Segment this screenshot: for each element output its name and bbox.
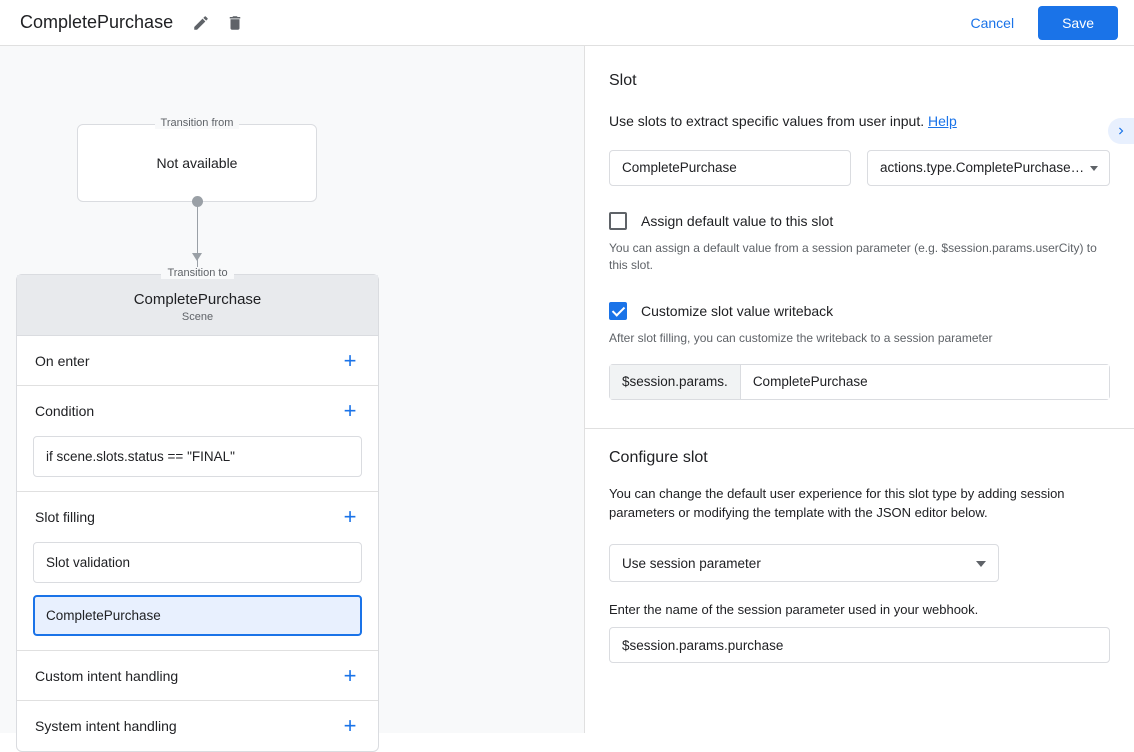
slot-name-input[interactable]: CompletePurchase (609, 150, 851, 186)
transition-from-node[interactable] (77, 117, 317, 202)
session-parameter-hint: Enter the name of the session parameter used in your webhook. (609, 602, 979, 618)
expand-panel-chevron-right-icon[interactable] (1108, 118, 1134, 144)
cancel-button[interactable]: Cancel (956, 7, 1028, 39)
writeback-row (609, 302, 1110, 320)
slot-section-title: Slot (609, 72, 637, 89)
section-custom-intent-label: Custom intent handling (35, 667, 179, 684)
add-system-intent-icon[interactable]: + (343, 713, 357, 738)
slot-description-text: Use slots to extract specific values from user input. (609, 113, 925, 129)
section-system-intent-handling[interactable] (17, 701, 378, 751)
slot-name-wrapper (609, 150, 851, 186)
add-custom-intent-icon[interactable]: + (343, 662, 357, 688)
connector-line (197, 202, 198, 274)
scene-graph-pane (0, 46, 585, 738)
section-slot-filling[interactable] (17, 492, 378, 542)
condition-list (17, 436, 378, 492)
scene-name: CompletePurchase (133, 291, 262, 308)
add-condition-icon[interactable]: + (343, 398, 357, 423)
slot-type-wrapper (867, 150, 1110, 186)
list-item-slot-validation[interactable]: Slot validation (33, 542, 362, 583)
writeback-label: Customize slot value writeback (641, 303, 834, 320)
add-slot-icon[interactable]: + (343, 504, 357, 529)
connector-arrow-icon (192, 253, 202, 261)
transition-from-caption: Transition from (78, 117, 316, 129)
assign-default-help: You can assign a default value from a session parameter (e.g. $session.params.userCity) to this slot. (609, 240, 1097, 272)
assign-default-row (609, 212, 1110, 230)
transition-to-caption: Transition to (17, 267, 378, 279)
writeback-checkbox[interactable] (609, 302, 627, 320)
help-link[interactable]: Help (928, 113, 957, 129)
slot-type-value: actions.type.CompletePurchase… (880, 160, 1085, 176)
session-parameter-input[interactable]: $session.params.purchase (609, 627, 1110, 663)
add-on-enter-icon[interactable]: + (343, 347, 357, 373)
slot-field-row (609, 150, 1110, 186)
condition-item[interactable]: if scene.slots.status == "FINAL" (33, 436, 362, 477)
configure-slot-title: Configure slot (609, 448, 708, 466)
scene-card-header[interactable] (17, 267, 378, 336)
assign-default-checkbox[interactable] (609, 212, 627, 230)
configure-slot-section (585, 429, 1134, 664)
session-parameter-select[interactable] (609, 544, 999, 582)
pencil-icon[interactable] (187, 9, 215, 37)
writeback-help: After slot filling, you can customize the writeback to a session parameter (609, 331, 993, 346)
body (0, 46, 1134, 738)
section-system-intent-label: System intent handling (35, 718, 177, 734)
writeback-param-prefix: $session.params. (610, 365, 741, 399)
chevron-down-icon (1090, 166, 1098, 171)
slot-type-select[interactable] (867, 150, 1110, 186)
configure-slot-description: You can change the default user experience for this slot type by adding session parameters or modifying the template with the JSON editor below. (609, 485, 1065, 520)
section-custom-intent-handling[interactable] (17, 651, 378, 701)
assign-default-label: Assign default value to this slot (641, 212, 834, 229)
session-parameter-select-value: Use session parameter (622, 555, 761, 571)
chevron-down-icon (976, 561, 986, 567)
section-on-enter[interactable] (17, 336, 378, 386)
top-header (0, 0, 1134, 46)
section-slot-filling-label: Slot filling (35, 509, 95, 525)
scene-card (16, 267, 379, 752)
section-condition-label: Condition (35, 403, 95, 419)
save-button[interactable]: Save (1038, 6, 1118, 40)
page-title: CompletePurchase (20, 12, 174, 32)
slot-section-description (609, 112, 1110, 132)
writeback-param-row (609, 364, 1110, 400)
slot-section (585, 46, 1134, 400)
section-on-enter-label: On enter (35, 352, 90, 369)
writeback-param-input[interactable]: CompletePurchase (741, 365, 1109, 399)
list-item-complete-purchase[interactable]: CompletePurchase (33, 595, 362, 636)
slot-details-pane (585, 46, 1134, 733)
transition-from-value: Not available (156, 155, 238, 171)
slot-list (17, 542, 378, 651)
section-condition[interactable] (17, 386, 378, 436)
trash-icon[interactable] (221, 9, 249, 37)
scene-type-label: Scene (181, 311, 214, 323)
